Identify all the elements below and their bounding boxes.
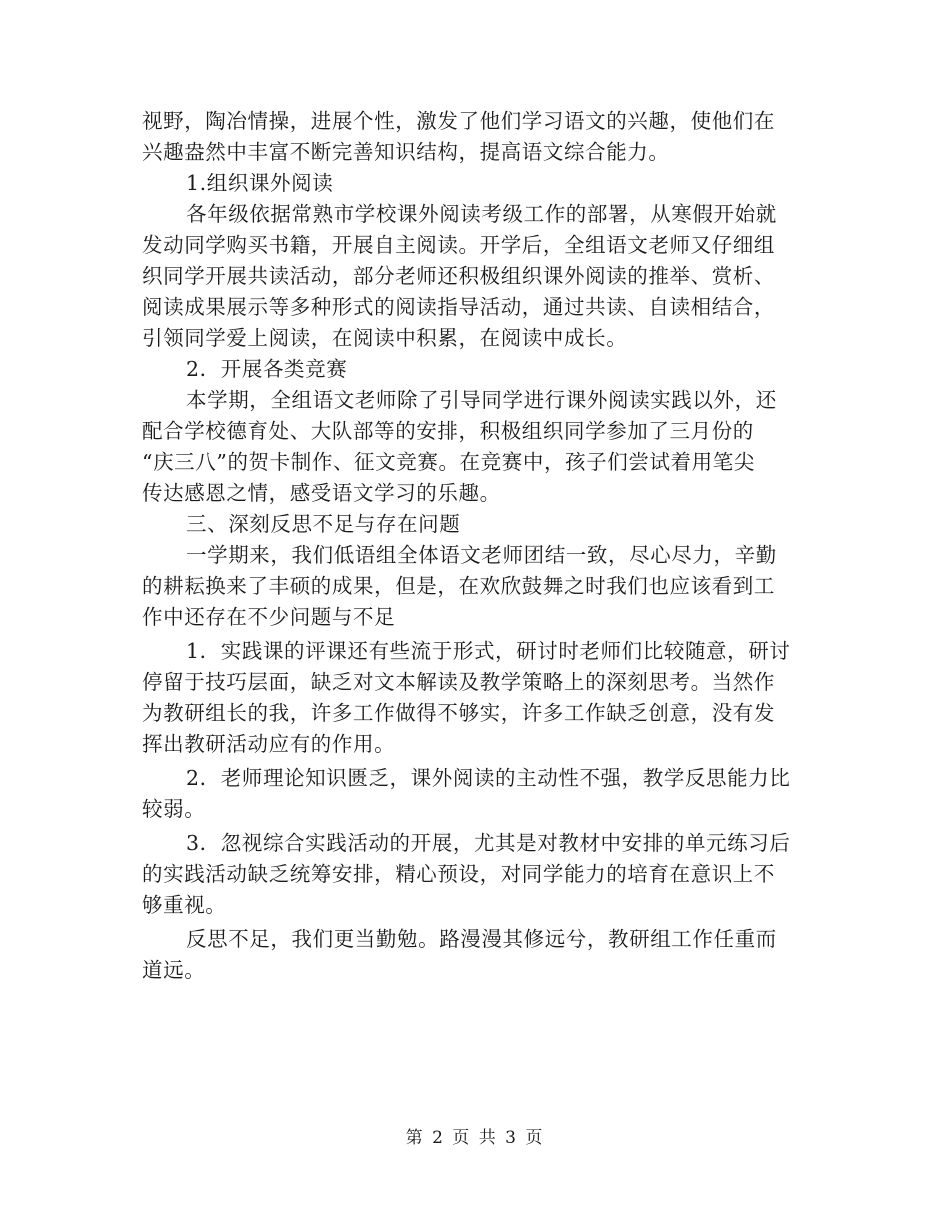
text-line: 发动同学购买书籍，开展自主阅读。开学后，全组语文老师又仔细组	[142, 233, 775, 257]
text-line: 传达感恩之情，感受语文学习的乐趣。	[142, 481, 501, 505]
text-line: 反思不足，我们更当勤勉。路漫漫其修远兮，教研组工作任重而	[186, 927, 777, 951]
page-number-footer: 第 2 页 共 3 页	[405, 1128, 545, 1148]
text-line: “庆三八”的贺卡制作、征文竞赛。在竞赛中，孩子们尝试着用笔尖	[142, 450, 755, 474]
text-line: 阅读成果展示等多种形式的阅读指导活动，通过共读、自读相结合，	[142, 295, 775, 319]
text-line: 引领同学爱上阅读，在阅读中积累，在阅读中成长。	[142, 326, 628, 350]
text-line: 视野，陶冶情操，进展个性，激发了他们学习语文的兴趣，使他们在	[142, 109, 775, 133]
text-line: 兴趣盎然中丰富不断完善知识结构，提高语文综合能力。	[142, 140, 670, 164]
text-line: 三、深刻反思不足与存在问题	[186, 512, 461, 536]
text-line: 织同学开展共读活动，部分老师还积极组织课外阅读的推举、赏析、	[142, 264, 775, 288]
text-line: 各年级依据常熟市学校课外阅读考级工作的部署，从寒假开始就	[186, 202, 777, 226]
text-line: 够重视。	[142, 893, 227, 917]
document-body	[142, 106, 810, 986]
text-line: 配合学校德育处、大队部等的安排，积极组织同学参加了三月份的	[142, 419, 754, 443]
text-line: 挥出教研活动应有的作用。	[142, 732, 396, 756]
text-line: 一学期来，我们低语组全体语文老师团结一致，尽心尽力，辛勤	[186, 543, 777, 567]
text-line: 2．开展各类竞赛	[186, 357, 348, 381]
text-line: 的实践活动缺乏统筹安排，精心预设，对同学能力的培育在意识上不	[142, 862, 775, 886]
text-line: 作中还存在不少问题与不足	[142, 605, 396, 629]
text-line: 本学期，全组语文老师除了引导同学进行课外阅读实践以外，还	[186, 388, 777, 412]
text-line: 的耕耘换来了丰硕的成果，但是，在欢欣鼓舞之时我们也应该看到工	[142, 574, 775, 598]
text-line: 停留于技巧层面，缺乏对文本解读及教学策略上的深刻思考。当然作	[142, 670, 775, 694]
text-line: 道远。	[142, 958, 206, 982]
text-line: 为教研组长的我，许多工作做得不够实，许多工作缺乏创意，没有发	[142, 701, 775, 725]
text-line: 3．忽视综合实践活动的开展，尤其是对教材中安排的单元练习后	[186, 831, 791, 855]
text-line: 2．老师理论知识匮乏，课外阅读的主动性不强，教学反思能力比	[186, 766, 791, 790]
text-line: 1．实践课的评课还有些流于形式，研讨时老师们比较随意，研讨	[186, 639, 791, 663]
text-line: 1.组织课外阅读	[186, 171, 334, 195]
text-line: 较弱。	[142, 797, 206, 821]
